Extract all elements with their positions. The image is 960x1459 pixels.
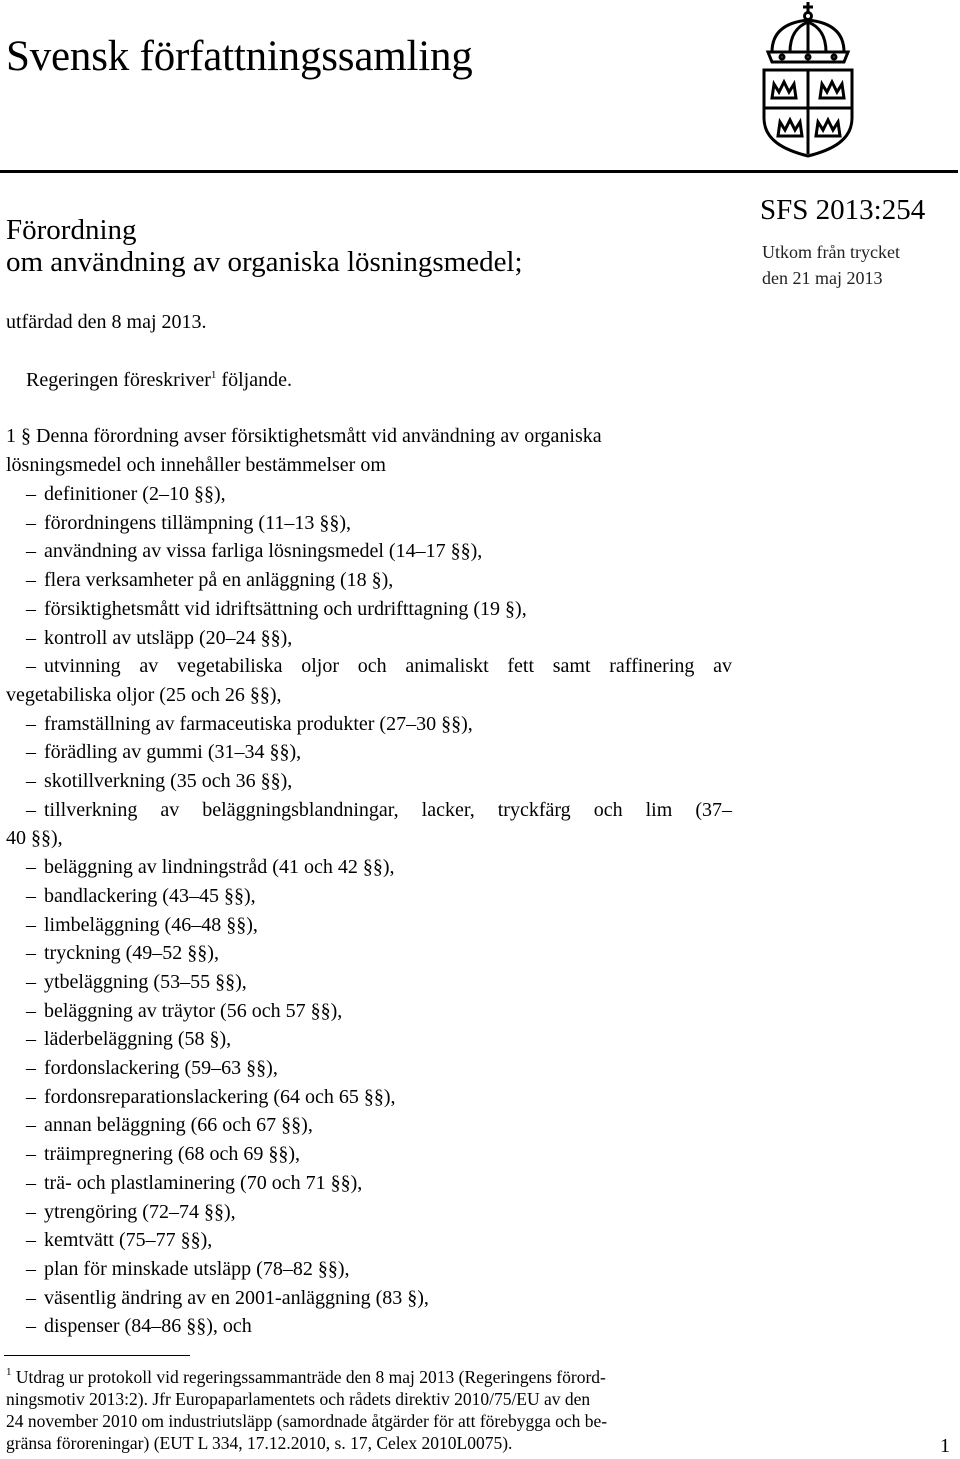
list-item	[26, 911, 258, 939]
list-item-text: ytbeläggning (53–55 §§),	[44, 971, 247, 993]
list-dash: –	[26, 885, 36, 907]
document-type: Förordning	[6, 214, 137, 246]
list-item	[26, 1140, 300, 1168]
list-item	[26, 595, 527, 623]
list-dash: –	[26, 856, 36, 878]
footnote-marker: $^1$ Utdrag ur protokoll vid regeringssammanträde den 8 maj 2013 (Regeringens förord-	[6, 1366, 606, 1387]
list-item	[26, 652, 732, 680]
page-number: 1	[940, 1435, 950, 1457]
list-item	[26, 1255, 350, 1283]
list-dash: –	[26, 1114, 36, 1136]
list-dash: –	[26, 741, 36, 763]
preamble-tail: följande.	[221, 369, 292, 391]
list-item	[26, 1025, 231, 1053]
published-line-1: Utkom från trycket	[762, 242, 900, 262]
list-item-continuation	[6, 681, 282, 709]
list-dash: –	[26, 914, 36, 936]
list-item-text: framställning av farmaceutiska produkter (27–30 §§),	[44, 713, 473, 735]
list-item	[26, 566, 393, 594]
list-dash: –	[26, 942, 36, 964]
list-dash: –	[26, 1229, 36, 1251]
list-item-text: förädling av gummi (31–34 §§),	[44, 741, 302, 763]
list-dash: –	[26, 540, 36, 562]
list-item	[26, 997, 342, 1025]
footnote-ref[interactable]: 1	[210, 369, 217, 381]
list-item	[26, 882, 256, 910]
document-subject: om användning av organiska lösningsmedel;	[6, 246, 523, 278]
list-item	[26, 1083, 396, 1111]
list-item	[26, 738, 301, 766]
footnote-line-2: ningsmotiv 2013:2). Jfr Europaparlamentets och rådets direktiv 2010/75/EU av den	[6, 1389, 591, 1409]
list-item-text: plan för minskade utsläpp (78–82 §§),	[44, 1258, 350, 1280]
list-item	[26, 796, 732, 824]
list-item	[26, 767, 292, 795]
list-item	[26, 624, 292, 652]
list-item-text: försiktighetsmått vid idriftsättning och urdrifttagning (19 §),	[44, 598, 527, 620]
list-item-text: beläggning av träytor (56 och 57 §§),	[44, 1000, 343, 1022]
list-item-text: flera verksamheter på en anläggning (18 §),	[44, 569, 394, 591]
list-item	[26, 1284, 429, 1312]
list-item-text: skotillverkning (35 och 36 §§),	[44, 770, 293, 792]
list-item-text: dispenser (84–86 §§), och	[44, 1315, 252, 1337]
list-dash: –	[26, 1086, 36, 1108]
list-item-text: tryckning (49–52 §§),	[44, 942, 219, 964]
list-item-text: träimpregnering (68 och 69 §§),	[44, 1143, 301, 1165]
list-item-text: bandlackering (43–45 §§),	[44, 885, 256, 907]
footnote-line-1	[6, 1366, 730, 1388]
list-item-text: fordonslackering (59–63 §§),	[44, 1057, 278, 1079]
list-dash: –	[26, 1201, 36, 1223]
list-item	[26, 537, 482, 565]
list-item-text: definitioner (2–10 §§),	[44, 483, 226, 505]
list-item-text: fordonsreparationslackering (64 och 65 §§),	[44, 1086, 396, 1108]
list-dash: –	[26, 1057, 36, 1079]
list-item	[26, 1054, 278, 1082]
list-item	[26, 853, 395, 881]
list-item-text: kontroll av utsläpp (20–24 §§),	[44, 627, 293, 649]
list-item-text: 40 §§),	[6, 827, 63, 849]
preamble-text: Regeringen föreskriver	[26, 369, 211, 391]
list-item-text: utvinning av vegetabiliska oljor och animaliskt fett samt raffinering av	[44, 655, 732, 677]
list-item-text: användning av vissa farliga lösningsmedel (14–17 §§),	[44, 540, 483, 562]
list-item	[26, 1312, 252, 1340]
list-item	[26, 509, 351, 537]
list-item-text: annan beläggning (66 och 67 §§),	[44, 1114, 313, 1136]
list-item-text: läderbeläggning (58 §),	[44, 1028, 232, 1050]
list-item-text: ytrengöring (72–74 §§),	[44, 1201, 236, 1223]
list-dash: –	[26, 1172, 36, 1194]
list-item	[26, 1198, 236, 1226]
list-item-text: väsentlig ändring av en 2001-anläggning (83 §),	[44, 1287, 429, 1309]
list-dash: –	[26, 1287, 36, 1309]
list-item-text: vegetabiliska oljor (25 och 26 §§),	[6, 684, 282, 706]
list-item-text: limbeläggning (46–48 §§),	[44, 914, 258, 936]
list-dash: –	[26, 971, 36, 993]
list-item-text: beläggning av lindningstråd (41 och 42 §§),	[44, 856, 395, 878]
header-rule	[0, 170, 958, 173]
list-item	[26, 968, 247, 996]
list-dash: –	[26, 655, 36, 677]
collection-title: Svensk författningssamling	[6, 33, 473, 80]
list-dash: –	[26, 799, 36, 821]
list-item	[26, 1226, 212, 1254]
list-item	[26, 480, 226, 508]
list-item	[26, 939, 219, 967]
list-dash: –	[26, 512, 36, 534]
section-1-line-1: 1 § Denna förordning avser försiktighetsmått vid användning av organiska	[6, 425, 602, 447]
list-item-text: tillverkning av beläggningsblandningar, lacker, tryckfärg och lim (37–	[44, 799, 732, 821]
list-item-text: trä- och plastlaminering (70 och 71 §§),	[44, 1172, 363, 1194]
list-item-continuation	[6, 824, 63, 852]
list-dash: –	[26, 713, 36, 735]
list-dash: –	[26, 1258, 36, 1280]
published-line-2: den 21 maj 2013	[762, 268, 883, 288]
list-dash: –	[26, 569, 36, 591]
list-item	[26, 1111, 313, 1139]
sfs-number: SFS 2013:254	[760, 194, 926, 226]
list-dash: –	[26, 1028, 36, 1050]
list-item-text: förordningens tillämpning (11–13 §§),	[44, 512, 351, 534]
footnote-line-3: 24 november 2010 om industriutsläpp (samordnade åtgärder för att förebygga och be-	[6, 1411, 608, 1431]
list-dash: –	[26, 770, 36, 792]
preamble	[26, 366, 292, 394]
list-dash: –	[26, 1143, 36, 1165]
footnote-rule	[4, 1355, 190, 1356]
footnote-line-4: gränsa föroreningar) (EUT L 334, 17.12.2010, s. 17, Celex 2010L0075).	[6, 1433, 513, 1453]
list-item	[26, 710, 473, 738]
list-dash: –	[26, 627, 36, 649]
coat-of-arms-icon	[758, 0, 858, 158]
list-dash: –	[26, 483, 36, 505]
list-dash: –	[26, 598, 36, 620]
list-item	[26, 1169, 362, 1197]
issued-date: utfärdad den 8 maj 2013.	[6, 311, 207, 333]
list-dash: –	[26, 1000, 36, 1022]
list-dash: –	[26, 1315, 36, 1337]
section-1-line-2: lösningsmedel och innehåller bestämmelser om	[6, 454, 386, 476]
list-item-text: kemtvätt (75–77 §§),	[44, 1229, 213, 1251]
